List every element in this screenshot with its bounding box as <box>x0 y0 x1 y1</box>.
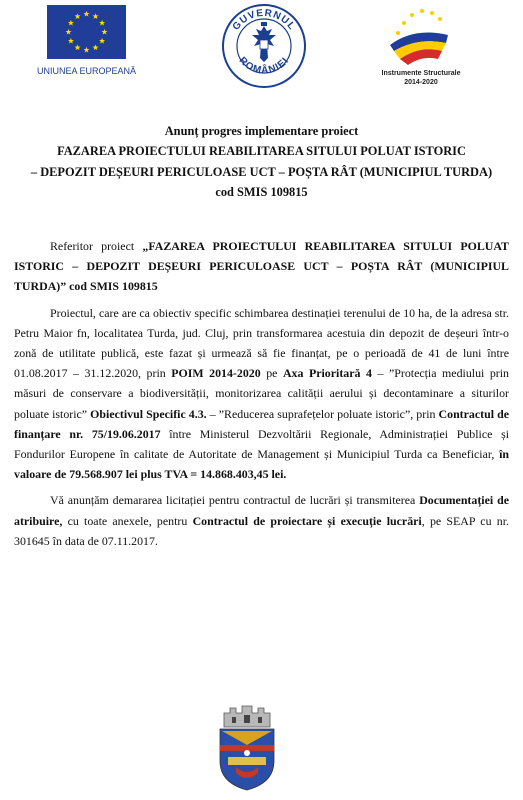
eu-star-icon <box>74 13 80 19</box>
announcement-body <box>14 236 509 557</box>
structural-instruments-logo <box>384 5 454 67</box>
announcement-title <box>0 121 523 203</box>
eu-star-icon <box>83 47 89 53</box>
eu-flag-logo <box>47 5 126 59</box>
p3-contract-type: Contractul de proiectare și execuție lucrări <box>192 513 422 528</box>
title-line-1: Anunț progres implementare proiect <box>164 124 359 138</box>
p2-text-3: – ”Protecția mediului prin măsuri de conservare a biodiversității, monitorizarea calității aerului și decontaminare a siturilor poluate istoric” <box>14 366 510 421</box>
p2-objective: Obiectivul Specific 4.3. <box>87 406 207 421</box>
p1-text: Referitor proiect <box>50 239 143 253</box>
p2-text-1: Proiectul, care are ca obiectiv specific schimbarea destinației terenului de 10 ha, de la adresa str. Petru Maior fn, localitatea Turda, jud. Cluj, prin transformarea acestuia din depozit de deșeuri într-o zonă de utilitate publică, este fazat și urmează să fie finanțat, pe o perioadă de 41 de luni între 01.08.2017 – 31.12.2020, prin <box>14 305 509 381</box>
title-line-4: cod SMIS 109815 <box>215 185 308 200</box>
title-line-3: – DEPOZIT DEȘEURI PERICULOASE UCT – POȘTA RÂT (MUNICIPIUL TURDA) <box>30 164 493 179</box>
svg-text:ROMÂNIEI: ROMÂNIEI <box>236 55 292 77</box>
paragraph-1 <box>14 236 509 297</box>
eu-star-icon <box>65 29 71 35</box>
p1-project-name: „FAZAREA PROIECTULUI REABILITAREA SITULUI POLUAT ISTORIC – DEPOZIT DEȘEURI PERICULOASE UCT – POȘTA RÂT (MUNICIPIUL TURDA)” cod SMIS 109815 <box>14 239 509 294</box>
p2-axis: Axa Prioritară 4 <box>282 366 372 381</box>
is-label-line1: Instrumente Structurale <box>381 70 461 77</box>
structural-instruments-label <box>366 69 476 87</box>
eu-star-icon <box>92 13 98 19</box>
eu-star-icon <box>99 38 105 44</box>
eu-label: UNIUNEA EUROPEANĂ <box>36 66 137 76</box>
paragraph-2 <box>14 303 509 485</box>
p2-text-2: pe <box>260 366 283 381</box>
eu-star-icon <box>99 20 105 26</box>
p3-text-3: , pe SEAP cu nr. 301645 în data de 07.11.2017. <box>14 513 509 548</box>
p3-text-2: cu toate anexele, pentru <box>62 513 193 528</box>
turda-coat-of-arms-icon <box>216 705 278 791</box>
eu-star-icon <box>101 29 107 35</box>
p3-documentation: Documentației de atribuire, <box>14 493 509 528</box>
paragraph-3 <box>14 490 509 551</box>
is-label-line2: 2014-2020 <box>404 79 438 86</box>
eu-star-icon <box>74 44 80 50</box>
p2-text-4: – ”Reducerea suprafețelor poluate istoric”, prin <box>206 406 439 421</box>
p3-text-1: Vă anunțăm demararea licitației pentru contractul de lucrări și transmiterea <box>50 493 420 508</box>
p2-program: POIM 2014-2020 <box>171 366 261 381</box>
eu-star-icon <box>92 44 98 50</box>
eu-star-icon <box>83 11 89 17</box>
svg-text:GUVERNUL: GUVERNUL <box>230 7 298 33</box>
eu-star-icon <box>68 20 74 26</box>
p2-text-5: între Ministerul Dezvoltării Regionale, Administrației Publice și Fondurilor Europene în calitate de Autoritate de Management și Municipiul Turda ca Beneficiar, <box>14 426 510 462</box>
p2-contract: Contractul de finanțare nr. 75/19.06.2017 <box>14 406 509 441</box>
eu-stars-icon <box>47 5 126 59</box>
title-line-2: FAZAREA PROIECTULUI REABILITAREA SITULUI POLUAT ISTORIC <box>57 144 466 159</box>
government-seal-logo <box>220 2 308 90</box>
eu-star-icon <box>68 38 74 44</box>
p2-value: în valoare de 79.568.907 lei plus TVA = 14.868.403,45 lei. <box>14 447 509 482</box>
